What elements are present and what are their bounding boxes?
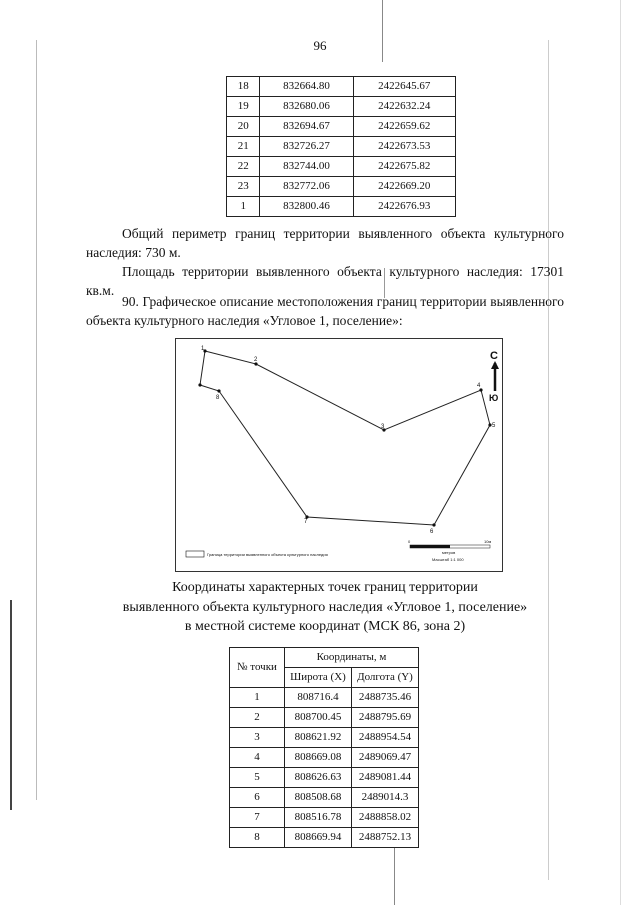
table-cell: 2489014.3 bbox=[351, 788, 418, 808]
point-label-3: 3 bbox=[381, 424, 385, 430]
table-row bbox=[227, 77, 456, 97]
table-cell: 2488858.02 bbox=[351, 808, 418, 828]
table-cell: 3 bbox=[230, 728, 285, 748]
table-row bbox=[230, 828, 419, 848]
point-label-4: 4 bbox=[477, 383, 481, 389]
legend-text: Граница территории выявленного объекта культурного наследия bbox=[207, 552, 328, 557]
scan-line bbox=[548, 40, 549, 880]
table-cell: 808508.68 bbox=[285, 788, 352, 808]
table-cell: 832726.27 bbox=[260, 137, 353, 157]
area-text: Площадь территории выявленного объекта культурного наследия: 17301 кв.м. bbox=[86, 264, 564, 298]
point-label-6: 6 bbox=[430, 529, 434, 535]
point-label-7: 7 bbox=[304, 519, 308, 525]
map-legend bbox=[186, 551, 328, 557]
table-cell: 2422675.82 bbox=[353, 157, 455, 177]
table-cell: 2422632.24 bbox=[353, 97, 455, 117]
header-longitude: Долгота (Y) bbox=[351, 668, 418, 688]
header-latitude: Широта (X) bbox=[285, 668, 352, 688]
table-row bbox=[230, 788, 419, 808]
table-cell: 2488752.13 bbox=[351, 828, 418, 848]
table-row bbox=[230, 688, 419, 708]
table-row bbox=[227, 157, 456, 177]
table-row bbox=[230, 748, 419, 768]
page-number: 96 bbox=[313, 38, 327, 53]
scale-text: Масштаб 1:1 000 bbox=[432, 557, 464, 562]
top-coordinates-table bbox=[226, 76, 456, 217]
table-cell: 808621.92 bbox=[285, 728, 352, 748]
table-cell: 2488795.69 bbox=[351, 708, 418, 728]
coordinates-caption-line-3: в местной системе координат (МСК 86, зона 2) bbox=[184, 619, 466, 634]
south-label: Ю bbox=[489, 393, 499, 403]
scan-line bbox=[394, 848, 395, 905]
table-cell: 4 bbox=[230, 748, 285, 768]
table-cell: 808669.08 bbox=[285, 748, 352, 768]
header-coordinates: Координаты, м bbox=[285, 648, 419, 668]
point-label-1: 1 bbox=[201, 346, 205, 352]
perimeter-paragraph bbox=[86, 224, 564, 262]
coordinates-caption-line-1: Координаты характерных точек границ территории bbox=[172, 580, 478, 595]
section-number: 90. bbox=[122, 294, 139, 309]
point-marker-9 bbox=[198, 383, 201, 386]
scan-line bbox=[10, 600, 12, 810]
coordinates-caption-line-2: выявленного объекта культурного наследия «Угловое 1, поселение» bbox=[122, 600, 528, 615]
table-cell: 2 bbox=[230, 708, 285, 728]
table-cell: 808716.4 bbox=[285, 688, 352, 708]
section-text: Графическое описание местоположения границ территории выявленного объекта культурного наследия «Угловое 1, поселение»: bbox=[86, 294, 564, 328]
table-cell: 832694.67 bbox=[260, 117, 353, 137]
table-cell: 2489081.44 bbox=[351, 768, 418, 788]
table-cell: 5 bbox=[230, 768, 285, 788]
north-label: С bbox=[490, 350, 498, 362]
table-row bbox=[230, 728, 419, 748]
header-point-number: № точки bbox=[230, 648, 285, 688]
scale-unit-label: метров bbox=[442, 550, 456, 555]
table-cell: 832772.06 bbox=[260, 177, 353, 197]
boundary-map-svg bbox=[176, 339, 502, 571]
table-cell: 2422676.93 bbox=[353, 197, 455, 217]
table-row bbox=[230, 708, 419, 728]
table-cell: 808700.45 bbox=[285, 708, 352, 728]
scale-left-label: 0 bbox=[408, 539, 411, 544]
point-label-5: 5 bbox=[492, 423, 496, 429]
table-cell: 832664.80 bbox=[260, 77, 353, 97]
table-cell: 7 bbox=[230, 808, 285, 828]
table-cell: 18 bbox=[227, 77, 260, 97]
table-cell: 832680.06 bbox=[260, 97, 353, 117]
table-cell: 832800.46 bbox=[260, 197, 353, 217]
table-row bbox=[227, 137, 456, 157]
table-cell: 2422669.20 bbox=[353, 177, 455, 197]
table-cell: 21 bbox=[227, 137, 260, 157]
table-cell: 808516.78 bbox=[285, 808, 352, 828]
table-cell: 22 bbox=[227, 157, 260, 177]
point-label-8: 8 bbox=[216, 395, 220, 401]
table-cell: 6 bbox=[230, 788, 285, 808]
table-row bbox=[230, 808, 419, 828]
table-cell: 2422645.67 bbox=[353, 77, 455, 97]
table-cell: 23 bbox=[227, 177, 260, 197]
point-label-2: 2 bbox=[254, 357, 258, 363]
scale-bar bbox=[408, 539, 491, 562]
table-cell: 832744.00 bbox=[260, 157, 353, 177]
table-cell: 2422659.62 bbox=[353, 117, 455, 137]
table-cell: 20 bbox=[227, 117, 260, 137]
section-paragraph bbox=[86, 292, 564, 330]
table-cell: 2488954.54 bbox=[351, 728, 418, 748]
table-row bbox=[227, 117, 456, 137]
scale-right-label: 10м bbox=[484, 539, 492, 544]
point-marker-8 bbox=[217, 389, 220, 392]
table-cell: 8 bbox=[230, 828, 285, 848]
point-marker-6 bbox=[432, 523, 435, 526]
boundary-polygon bbox=[200, 351, 490, 525]
table-cell: 808626.63 bbox=[285, 768, 352, 788]
table-cell: 2488735.46 bbox=[351, 688, 418, 708]
table-row bbox=[230, 768, 419, 788]
scan-line bbox=[36, 40, 37, 800]
table-row bbox=[227, 197, 456, 217]
table-row bbox=[227, 97, 456, 117]
table-cell: 2422673.53 bbox=[353, 137, 455, 157]
north-arrow bbox=[489, 350, 499, 403]
boundary-map bbox=[175, 338, 503, 572]
table-cell: 808669.94 bbox=[285, 828, 352, 848]
table-cell: 19 bbox=[227, 97, 260, 117]
table-cell: 1 bbox=[227, 197, 260, 217]
table-row bbox=[227, 177, 456, 197]
perimeter-text: Общий периметр границ территории выявленного объекта культурного наследия: 730 м. bbox=[86, 226, 564, 260]
table-cell: 2489069.47 bbox=[351, 748, 418, 768]
table-cell: 1 bbox=[230, 688, 285, 708]
coordinates-table bbox=[229, 647, 419, 848]
scan-line bbox=[620, 0, 621, 905]
